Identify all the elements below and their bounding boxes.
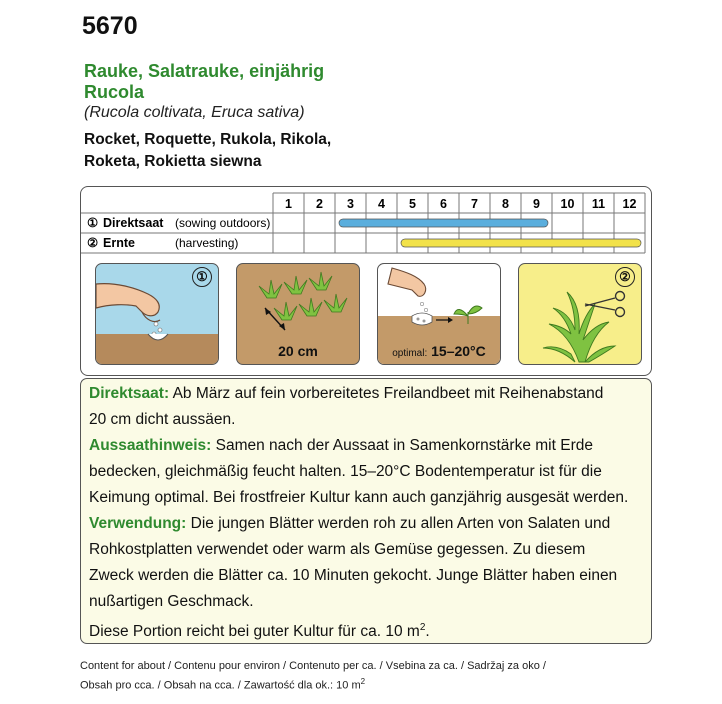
direktsaat-text: Ab März auf fein vorbereitetes Freilandbeet mit Reihenabstand (169, 385, 604, 402)
verwendung-text-3: Zweck werden die Blätter ca. 10 Minuten gekocht. Junge Blätter haben einen (89, 567, 618, 584)
optimal-label: optimal: (392, 348, 428, 359)
row-label: Direktsaat (103, 216, 164, 230)
verwendung-keyword: Verwendung: (89, 515, 187, 532)
direktsaat-keyword: Direktsaat: (89, 385, 170, 402)
direktsaat-text-cont: 20 cm dicht aussäen. (89, 411, 236, 428)
verwendung-paragraph (89, 511, 645, 615)
month-header: 8 (502, 197, 509, 211)
aussaathinweis-text-3: Keimung optimal. Bei frostfreier Kultur kann auch ganzjährig ausgesät werden. (89, 489, 629, 506)
row-number: ① (87, 216, 99, 230)
verwendung-text: Die jungen Blätter werden roh zu allen Arten von Salaten und (186, 515, 611, 532)
portion-period: . (425, 623, 430, 641)
period-bar (401, 239, 641, 247)
month-header: 4 (378, 197, 385, 211)
aussaathinweis-text-2: bedecken, gleichmäßig feucht halten. 15–20°C Bodentemperatur ist für die (89, 463, 602, 480)
row-sublabel: (sowing outdoors) (175, 216, 271, 230)
month-header: 2 (316, 197, 323, 211)
aussaathinweis-paragraph (89, 433, 645, 511)
verwendung-text-4: nußartigen Geschmack. (89, 593, 254, 610)
row-sublabel: (harvesting) (175, 236, 239, 250)
month-header: 11 (591, 197, 606, 211)
international-names-line1: Rocket, Roquette, Rukola, Rikola, (84, 131, 332, 148)
footer-superscript: 2 (360, 677, 366, 686)
calendar-month-headers (285, 197, 636, 211)
month-header: 12 (622, 197, 637, 211)
tile-harvesting (518, 263, 642, 365)
tile-sowing (95, 263, 219, 365)
row-number: ② (87, 236, 99, 250)
month-header: 6 (440, 197, 447, 211)
international-names-line2: Roketa, Rokietta siewna (84, 153, 262, 170)
footer-line1: Content for about / Contenu pour environ / Contenuto per ca. / Vsebina za ca. / Sadržaj za oko / (80, 660, 546, 672)
product-name-common: Rucola (84, 82, 145, 102)
tile-germination (377, 263, 501, 365)
product-name-german: Rauke, Salatrauke, einjährig (84, 61, 325, 81)
month-header: 9 (533, 197, 540, 211)
footer-line2-text: Obsah pro cca. / Obsah na cca. / Zawartość dla ok.: 10 m (80, 679, 361, 692)
month-header: 10 (560, 197, 575, 211)
aussaathinweis-text: Samen nach der Aussaat in Samenkornstärke mit Erde (211, 437, 593, 454)
tile-row-spacing (236, 263, 360, 365)
month-header: 3 (347, 197, 354, 211)
cultivation-instructions (80, 378, 652, 644)
verwendung-text-2: Rohkostplatten verwendet oder warm als Gemüse gegessen. Zu diesem (89, 541, 586, 558)
portion-text: Diese Portion reicht bei guter Kultur für ca. 10 m (89, 623, 420, 641)
latin-name: (Rucola coltivata, Eruca sativa) (84, 104, 305, 121)
row-label: Ernte (103, 236, 135, 250)
portion-paragraph (89, 615, 645, 645)
portion-superscript: 2 (419, 622, 426, 633)
product-code: 5670 (82, 12, 138, 40)
aussaathinweis-keyword: Aussaathinweis: (89, 437, 212, 454)
period-bar (339, 219, 548, 227)
direktsaat-paragraph (89, 381, 645, 433)
footer-line2 (80, 674, 546, 694)
month-header: 1 (285, 197, 292, 211)
month-header: 7 (471, 197, 478, 211)
row-spacing-caption: 20 cm (278, 343, 318, 359)
step-number-badge: ① (192, 267, 212, 287)
month-header: 5 (409, 197, 416, 211)
step-number-badge: ② (615, 267, 635, 287)
sowing-calendar-panel (80, 186, 652, 376)
germination-caption (378, 343, 500, 359)
content-footer (80, 658, 546, 694)
sowing-calendar (81, 187, 651, 262)
temperature-value: 15–20°C (431, 343, 486, 359)
